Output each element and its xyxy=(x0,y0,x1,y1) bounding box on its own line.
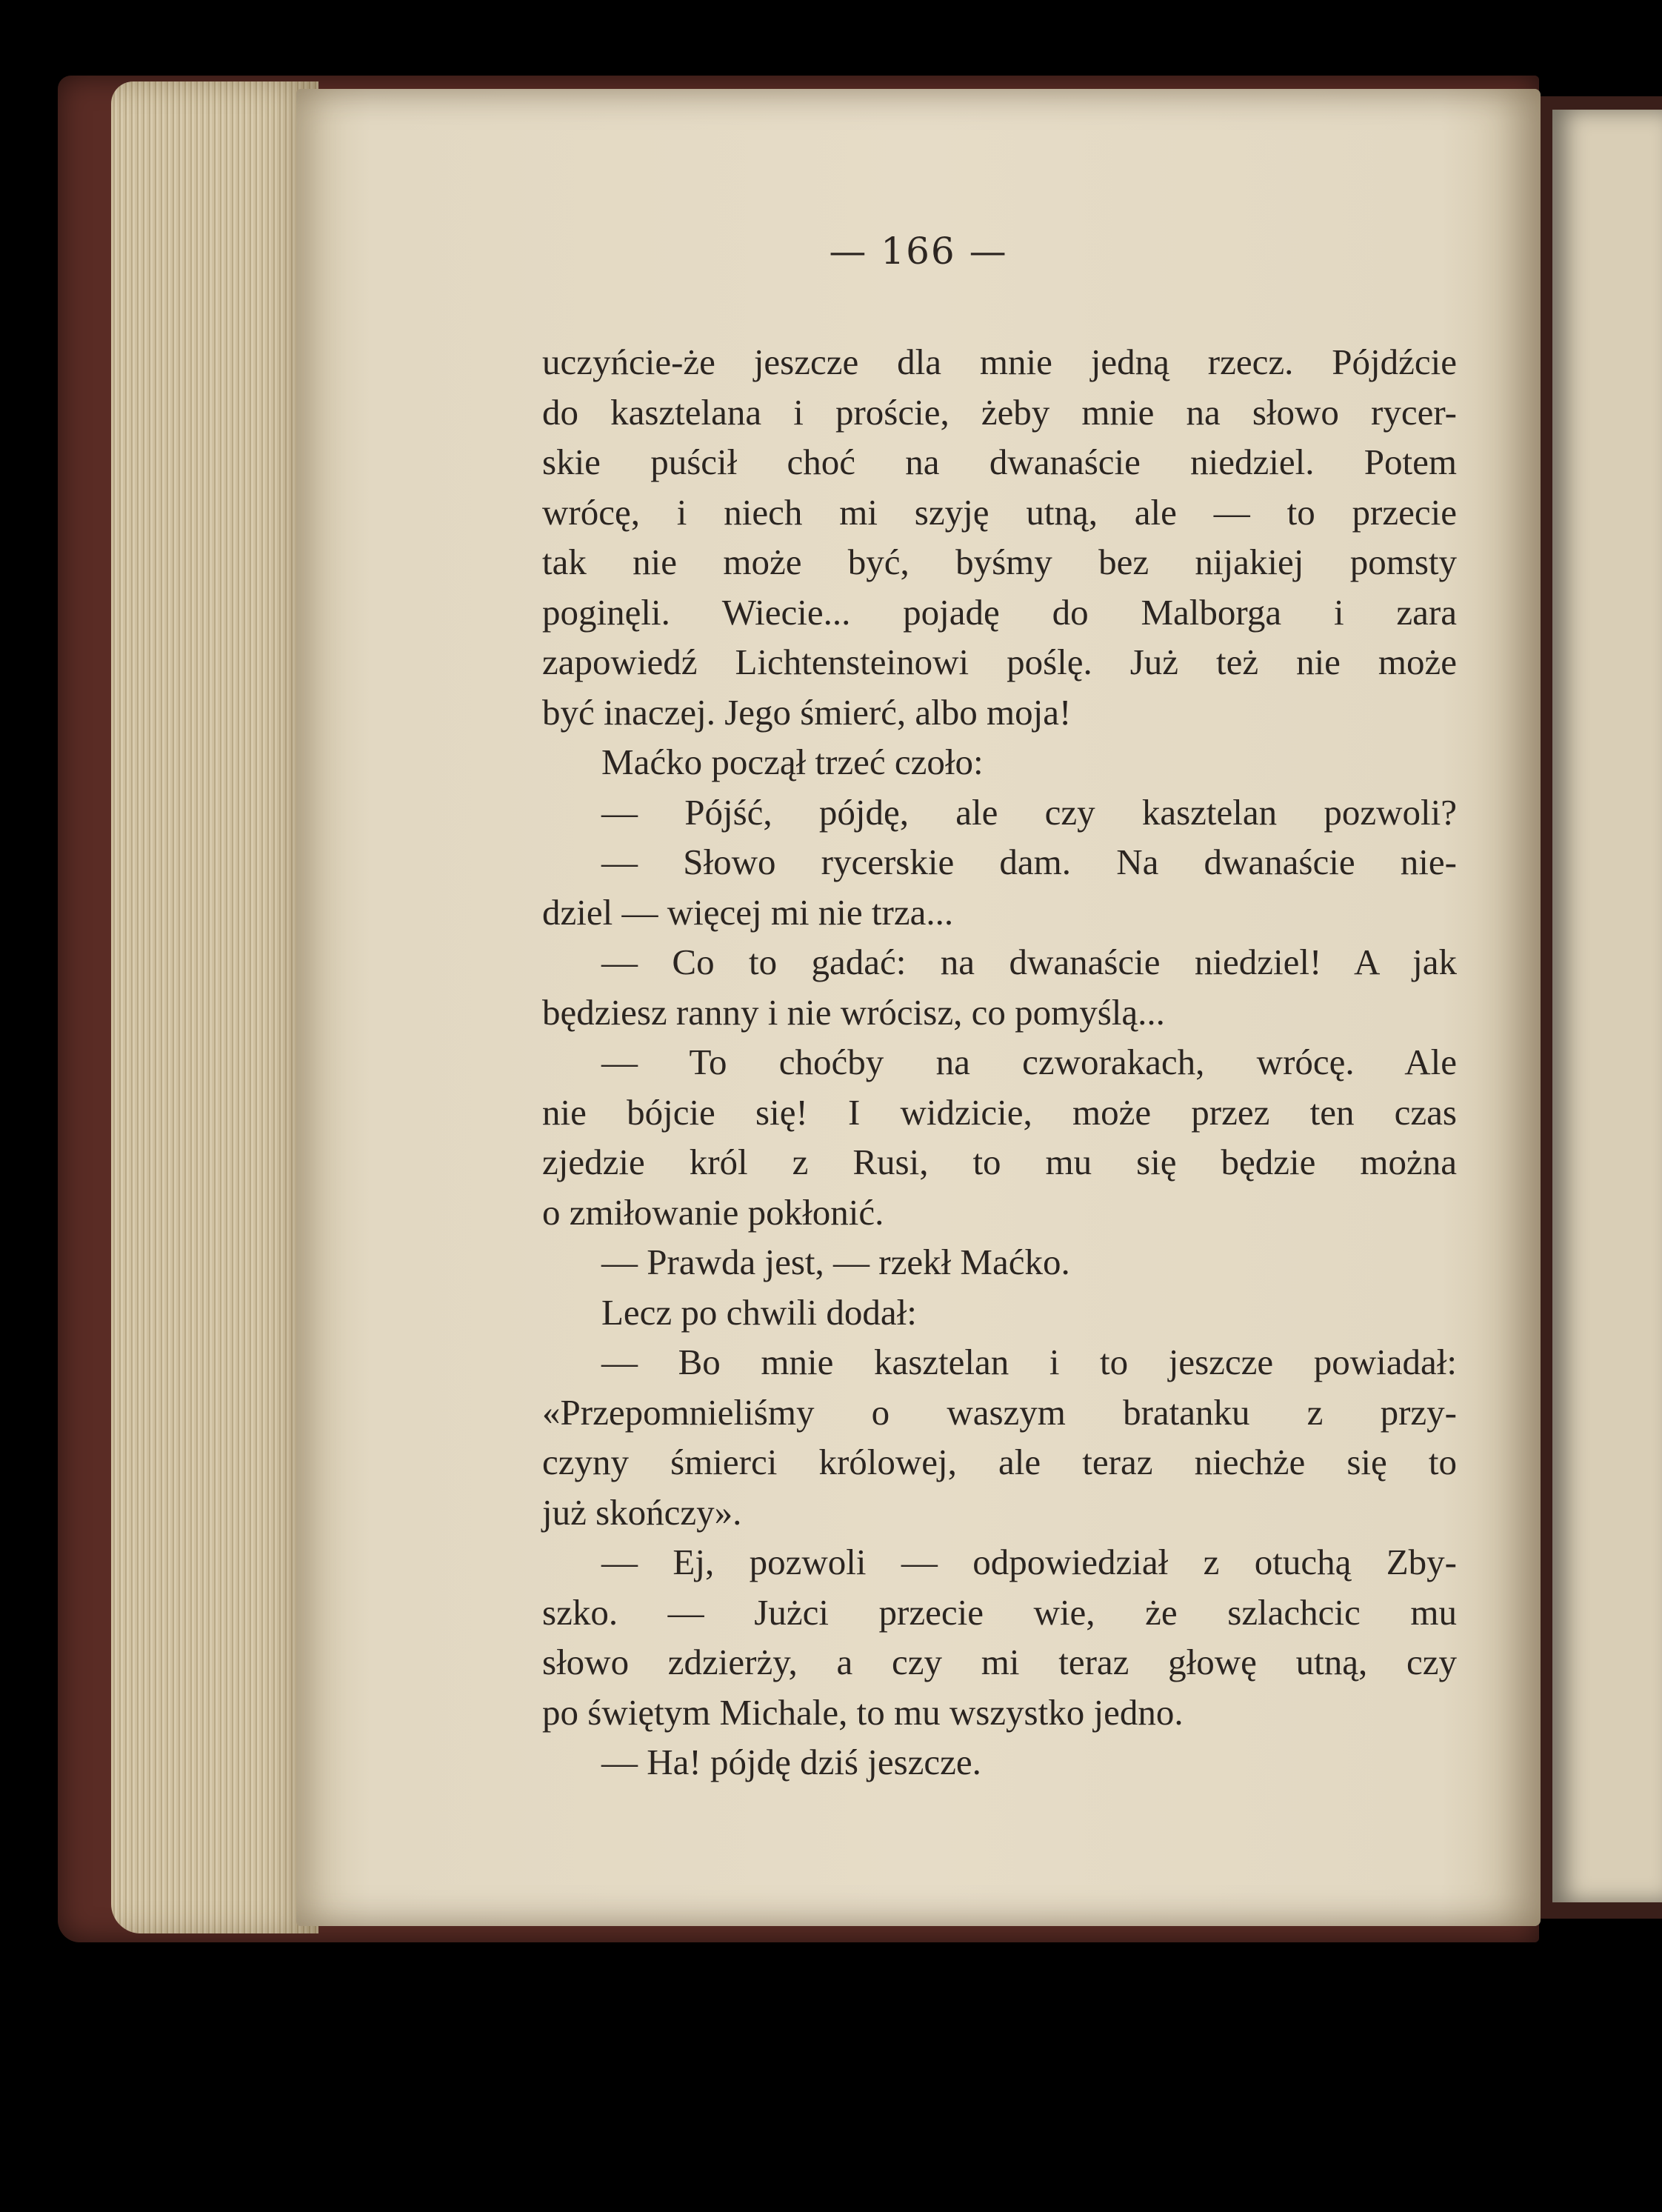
text-line: Lecz po chwili dodał: xyxy=(601,1291,917,1333)
text-line: — Prawda jest, — rzekł Maćko. xyxy=(601,1242,1070,1282)
page-number: — 166 — xyxy=(829,230,1008,273)
text-line: — Bo mnie kasztelan i to jeszcze powiadał: xyxy=(601,1342,1457,1382)
facing-page-edge xyxy=(1552,110,1662,1902)
text-line: słowo zdzierży, a czy mi teraz głowę utną, czy xyxy=(542,1642,1457,1682)
text-line: skie puścił choć na dwanaście niedziel. Potem xyxy=(542,442,1457,482)
text-line: o zmiłowanie pokłonić. xyxy=(542,1191,884,1233)
text-line: dziel — więcej mi nie trza... xyxy=(542,891,954,933)
text-line: uczyńcie-że jeszcze dla mnie jedną rzecz. Pójdźcie xyxy=(542,342,1457,382)
text-line: do kasztelana i proście, żeby mnie na słowo rycer- xyxy=(542,391,1457,433)
text-line: «Przepomnieliśmy o waszym bratanku z przy- xyxy=(542,1391,1457,1433)
text-line: czyny śmierci królowej, ale teraz niechże się to xyxy=(542,1442,1457,1482)
text-line: zapowiedź Lichtensteinowi poślę. Już też nie może xyxy=(542,642,1457,682)
text-line: Maćko począł trzeć czoło: xyxy=(601,742,984,782)
text-line: być inaczej. Jego śmierć, albo moja! xyxy=(542,691,1072,733)
text-line: zjedzie król z Rusi, to mu się będzie można xyxy=(542,1142,1457,1182)
text-line: — To choćby na czworakach, wrócę. Ale xyxy=(601,1042,1457,1082)
text-line: — Co to gadać: na dwanaście niedziel! A jak xyxy=(601,942,1457,982)
text-line: po świętym Michale, to mu wszystko jedno. xyxy=(542,1691,1184,1733)
text-line: będziesz ranny i nie wrócisz, co pomyślą... xyxy=(542,991,1165,1033)
text-line: poginęli. Wiecie... pojadę do Malborga i zara xyxy=(542,591,1457,633)
text-line: — Ej, pozwoli — odpowiedział z otuchą Zby- xyxy=(601,1542,1457,1582)
text-line: wrócę, i niech mi szyję utną, ale — to przecie xyxy=(542,491,1457,533)
page-text xyxy=(542,337,1457,1788)
text-line: nie bójcie się! I widzicie, może przez ten czas xyxy=(542,1091,1457,1133)
text-line: szko. — Jużci przecie wie, że szlachcic mu xyxy=(542,1591,1457,1633)
text-line: już skończy». xyxy=(542,1491,742,1533)
page-edges xyxy=(111,81,318,1933)
text-line: — Ha! pójdę dziś jeszcze. xyxy=(601,1742,981,1782)
text-line: tak nie może być, byśmy bez nijakiej pomsty xyxy=(542,542,1457,582)
text-line: — Pójść, pójdę, ale czy kasztelan pozwoli? xyxy=(601,791,1457,833)
text-line: — Słowo rycerskie dam. Na dwanaście nie- xyxy=(601,842,1457,882)
